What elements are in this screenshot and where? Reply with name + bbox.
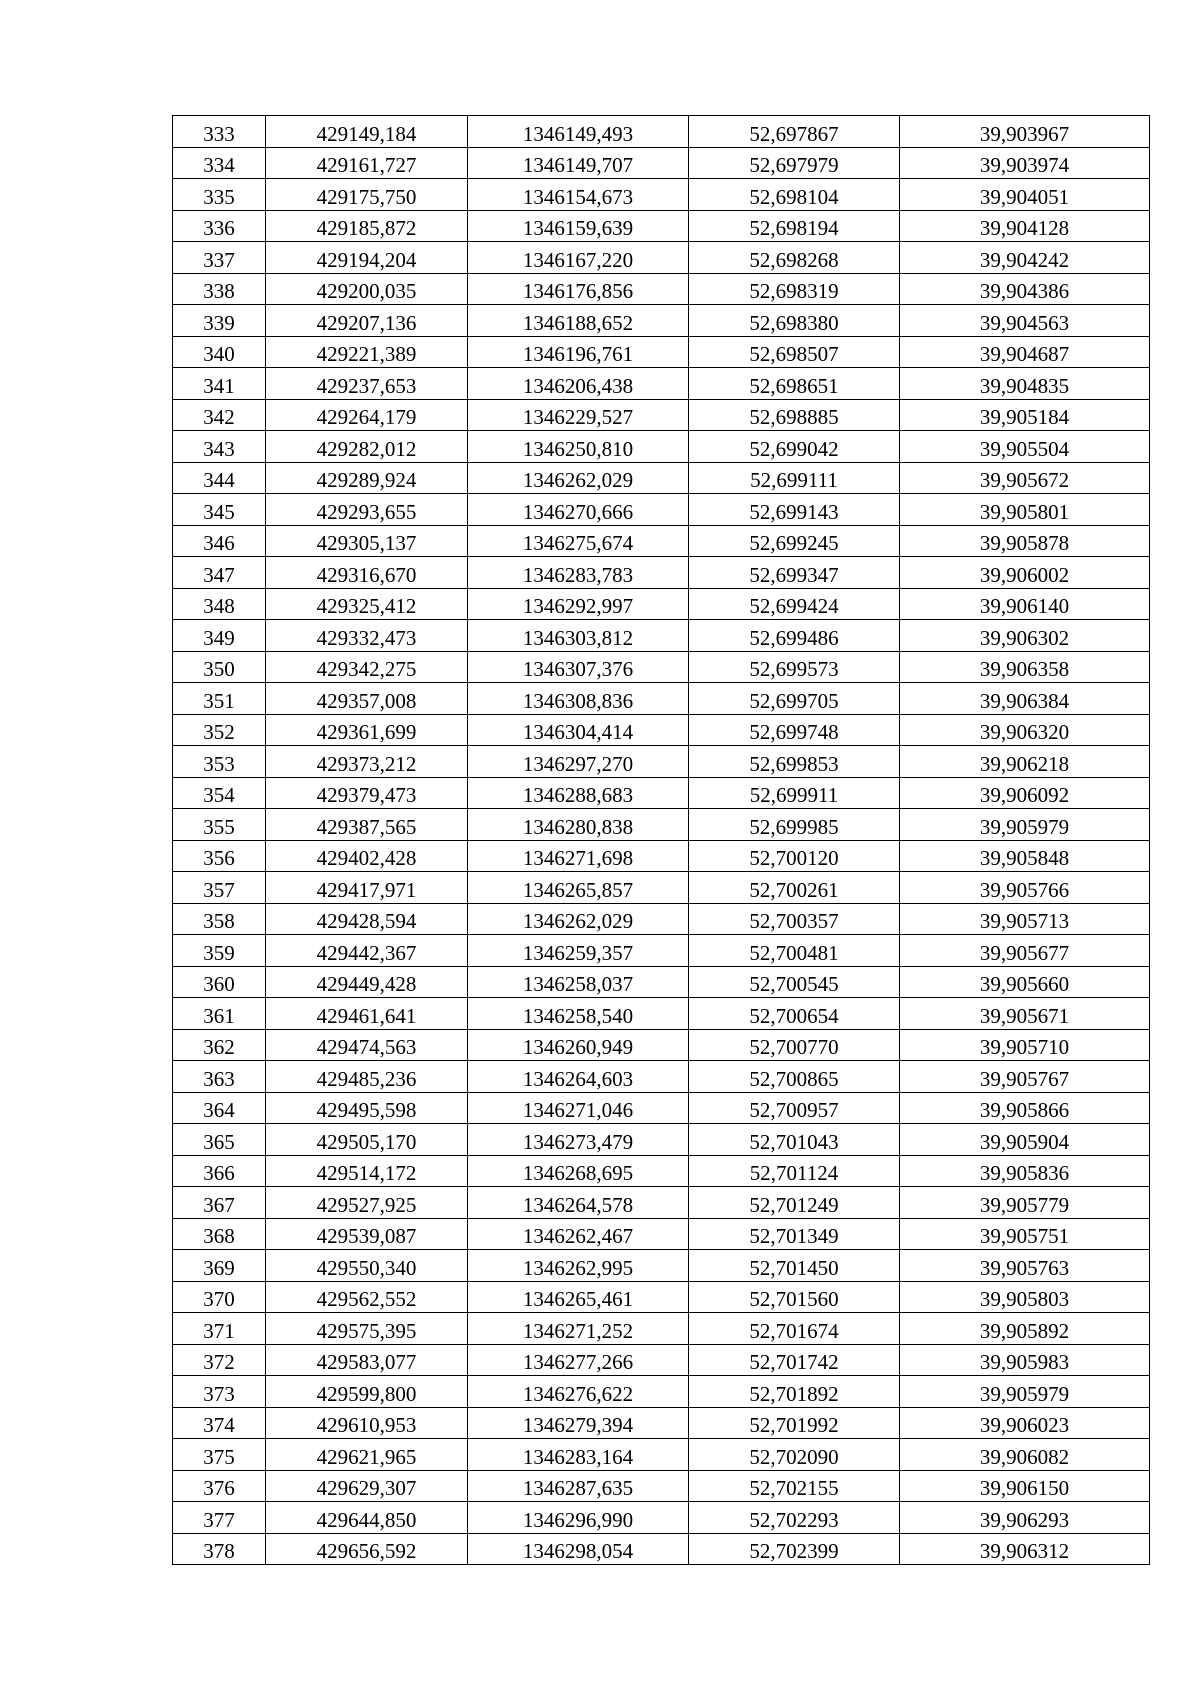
point-number-cell: 373 (173, 1376, 266, 1408)
coord-y-cell: 1346292,997 (468, 588, 689, 620)
latitude-cell: 52,699985 (689, 809, 900, 841)
latitude-cell: 52,701674 (689, 1313, 900, 1345)
latitude-cell: 52,700545 (689, 966, 900, 998)
coord-x-cell: 429629,307 (266, 1470, 468, 1502)
latitude-cell: 52,699143 (689, 494, 900, 526)
table-row (173, 1502, 1150, 1534)
table-row (173, 525, 1150, 557)
table-row (173, 903, 1150, 935)
latitude-cell: 52,699748 (689, 714, 900, 746)
table-row (173, 147, 1150, 179)
table-row (173, 242, 1150, 274)
coord-x-cell: 429527,925 (266, 1187, 468, 1219)
point-number-cell: 333 (173, 116, 266, 148)
table-row (173, 588, 1150, 620)
table-row (173, 1344, 1150, 1376)
coord-y-cell: 1346277,266 (468, 1344, 689, 1376)
table-row (173, 620, 1150, 652)
point-number-cell: 340 (173, 336, 266, 368)
longitude-cell: 39,905504 (900, 431, 1150, 463)
coord-y-cell: 1346275,674 (468, 525, 689, 557)
coord-y-cell: 1346265,857 (468, 872, 689, 904)
latitude-cell: 52,701560 (689, 1281, 900, 1313)
longitude-cell: 39,905713 (900, 903, 1150, 935)
latitude-cell: 52,700261 (689, 872, 900, 904)
longitude-cell: 39,905892 (900, 1313, 1150, 1345)
coord-x-cell: 429495,598 (266, 1092, 468, 1124)
point-number-cell: 352 (173, 714, 266, 746)
longitude-cell: 39,905672 (900, 462, 1150, 494)
coord-x-cell: 429417,971 (266, 872, 468, 904)
latitude-cell: 52,702155 (689, 1470, 900, 1502)
point-number-cell: 347 (173, 557, 266, 589)
table-row (173, 1029, 1150, 1061)
latitude-cell: 52,701992 (689, 1407, 900, 1439)
coord-y-cell: 1346307,376 (468, 651, 689, 683)
latitude-cell: 52,700357 (689, 903, 900, 935)
latitude-cell: 52,699573 (689, 651, 900, 683)
longitude-cell: 39,906302 (900, 620, 1150, 652)
table-row (173, 809, 1150, 841)
longitude-cell: 39,904386 (900, 273, 1150, 305)
longitude-cell: 39,905779 (900, 1187, 1150, 1219)
coord-x-cell: 429373,212 (266, 746, 468, 778)
latitude-cell: 52,701742 (689, 1344, 900, 1376)
longitude-cell: 39,905671 (900, 998, 1150, 1030)
longitude-cell: 39,905866 (900, 1092, 1150, 1124)
coord-x-cell: 429428,594 (266, 903, 468, 935)
coord-y-cell: 1346271,252 (468, 1313, 689, 1345)
coord-x-cell: 429289,924 (266, 462, 468, 494)
longitude-cell: 39,903967 (900, 116, 1150, 148)
longitude-cell: 39,906140 (900, 588, 1150, 620)
point-number-cell: 355 (173, 809, 266, 841)
longitude-cell: 39,906082 (900, 1439, 1150, 1471)
point-number-cell: 351 (173, 683, 266, 715)
coord-y-cell: 1346250,810 (468, 431, 689, 463)
coord-y-cell: 1346262,029 (468, 903, 689, 935)
coord-x-cell: 429207,136 (266, 305, 468, 337)
latitude-cell: 52,700957 (689, 1092, 900, 1124)
coord-y-cell: 1346196,761 (468, 336, 689, 368)
coord-x-cell: 429342,275 (266, 651, 468, 683)
table-row (173, 966, 1150, 998)
point-number-cell: 336 (173, 210, 266, 242)
coord-y-cell: 1346268,695 (468, 1155, 689, 1187)
table-row (173, 210, 1150, 242)
coord-y-cell: 1346176,856 (468, 273, 689, 305)
coord-x-cell: 429449,428 (266, 966, 468, 998)
point-number-cell: 361 (173, 998, 266, 1030)
table-row (173, 179, 1150, 211)
coord-y-cell: 1346283,783 (468, 557, 689, 589)
longitude-cell: 39,906023 (900, 1407, 1150, 1439)
latitude-cell: 52,701043 (689, 1124, 900, 1156)
coord-x-cell: 429610,953 (266, 1407, 468, 1439)
point-number-cell: 365 (173, 1124, 266, 1156)
coord-y-cell: 1346280,838 (468, 809, 689, 841)
table-row (173, 494, 1150, 526)
coord-y-cell: 1346271,046 (468, 1092, 689, 1124)
coord-x-cell: 429316,670 (266, 557, 468, 589)
coord-y-cell: 1346167,220 (468, 242, 689, 274)
coordinates-table-body (173, 116, 1150, 1565)
point-number-cell: 371 (173, 1313, 266, 1345)
longitude-cell: 39,906384 (900, 683, 1150, 715)
latitude-cell: 52,700120 (689, 840, 900, 872)
coord-y-cell: 1346264,578 (468, 1187, 689, 1219)
coord-y-cell: 1346259,357 (468, 935, 689, 967)
table-row (173, 1313, 1150, 1345)
table-row (173, 746, 1150, 778)
latitude-cell: 52,698104 (689, 179, 900, 211)
latitude-cell: 52,698194 (689, 210, 900, 242)
table-row (173, 368, 1150, 400)
longitude-cell: 39,906092 (900, 777, 1150, 809)
coord-x-cell: 429379,473 (266, 777, 468, 809)
longitude-cell: 39,905904 (900, 1124, 1150, 1156)
coord-x-cell: 429644,850 (266, 1502, 468, 1534)
coord-y-cell: 1346265,461 (468, 1281, 689, 1313)
table-row (173, 273, 1150, 305)
point-number-cell: 362 (173, 1029, 266, 1061)
table-row (173, 1218, 1150, 1250)
table-row (173, 462, 1150, 494)
table-row (173, 305, 1150, 337)
point-number-cell: 354 (173, 777, 266, 809)
longitude-cell: 39,906150 (900, 1470, 1150, 1502)
coord-x-cell: 429562,552 (266, 1281, 468, 1313)
latitude-cell: 52,700865 (689, 1061, 900, 1093)
table-row (173, 1439, 1150, 1471)
table-row (173, 840, 1150, 872)
coord-x-cell: 429185,872 (266, 210, 468, 242)
latitude-cell: 52,698651 (689, 368, 900, 400)
table-row (173, 872, 1150, 904)
table-row (173, 336, 1150, 368)
point-number-cell: 368 (173, 1218, 266, 1250)
longitude-cell: 39,906312 (900, 1533, 1150, 1565)
point-number-cell: 343 (173, 431, 266, 463)
coord-y-cell: 1346149,493 (468, 116, 689, 148)
table-row (173, 1187, 1150, 1219)
point-number-cell: 338 (173, 273, 266, 305)
coord-x-cell: 429221,389 (266, 336, 468, 368)
longitude-cell: 39,904563 (900, 305, 1150, 337)
table-row (173, 651, 1150, 683)
coord-x-cell: 429442,367 (266, 935, 468, 967)
coord-x-cell: 429264,179 (266, 399, 468, 431)
coord-y-cell: 1346287,635 (468, 1470, 689, 1502)
longitude-cell: 39,905848 (900, 840, 1150, 872)
point-number-cell: 335 (173, 179, 266, 211)
point-number-cell: 358 (173, 903, 266, 935)
coord-y-cell: 1346229,527 (468, 399, 689, 431)
latitude-cell: 52,698507 (689, 336, 900, 368)
coord-x-cell: 429402,428 (266, 840, 468, 872)
coord-y-cell: 1346206,438 (468, 368, 689, 400)
coord-y-cell: 1346188,652 (468, 305, 689, 337)
point-number-cell: 364 (173, 1092, 266, 1124)
point-number-cell: 367 (173, 1187, 266, 1219)
point-number-cell: 356 (173, 840, 266, 872)
point-number-cell: 374 (173, 1407, 266, 1439)
longitude-cell: 39,906002 (900, 557, 1150, 589)
table-row (173, 116, 1150, 148)
latitude-cell: 52,701450 (689, 1250, 900, 1282)
latitude-cell: 52,699911 (689, 777, 900, 809)
coord-y-cell: 1346273,479 (468, 1124, 689, 1156)
point-number-cell: 376 (173, 1470, 266, 1502)
latitude-cell: 52,698319 (689, 273, 900, 305)
longitude-cell: 39,905751 (900, 1218, 1150, 1250)
latitude-cell: 52,702090 (689, 1439, 900, 1471)
latitude-cell: 52,702399 (689, 1533, 900, 1565)
point-number-cell: 344 (173, 462, 266, 494)
latitude-cell: 52,700770 (689, 1029, 900, 1061)
coord-x-cell: 429194,204 (266, 242, 468, 274)
longitude-cell: 39,905878 (900, 525, 1150, 557)
latitude-cell: 52,699111 (689, 462, 900, 494)
longitude-cell: 39,905979 (900, 809, 1150, 841)
longitude-cell: 39,905677 (900, 935, 1150, 967)
table-row (173, 683, 1150, 715)
table-row (173, 1155, 1150, 1187)
point-number-cell: 378 (173, 1533, 266, 1565)
coord-x-cell: 429461,641 (266, 998, 468, 1030)
longitude-cell: 39,905184 (900, 399, 1150, 431)
latitude-cell: 52,698268 (689, 242, 900, 274)
coord-y-cell: 1346296,990 (468, 1502, 689, 1534)
point-number-cell: 360 (173, 966, 266, 998)
coord-y-cell: 1346271,698 (468, 840, 689, 872)
coord-x-cell: 429387,565 (266, 809, 468, 841)
table-row (173, 1061, 1150, 1093)
coord-x-cell: 429332,473 (266, 620, 468, 652)
table-row (173, 1092, 1150, 1124)
point-number-cell: 345 (173, 494, 266, 526)
table-row (173, 1470, 1150, 1502)
longitude-cell: 39,904051 (900, 179, 1150, 211)
point-number-cell: 337 (173, 242, 266, 274)
latitude-cell: 52,699347 (689, 557, 900, 589)
coord-y-cell: 1346270,666 (468, 494, 689, 526)
table-row (173, 998, 1150, 1030)
longitude-cell: 39,904242 (900, 242, 1150, 274)
longitude-cell: 39,906358 (900, 651, 1150, 683)
point-number-cell: 348 (173, 588, 266, 620)
coord-y-cell: 1346283,164 (468, 1439, 689, 1471)
table-row (173, 1407, 1150, 1439)
coord-x-cell: 429550,340 (266, 1250, 468, 1282)
point-number-cell: 369 (173, 1250, 266, 1282)
latitude-cell: 52,700654 (689, 998, 900, 1030)
latitude-cell: 52,701249 (689, 1187, 900, 1219)
point-number-cell: 377 (173, 1502, 266, 1534)
longitude-cell: 39,905979 (900, 1376, 1150, 1408)
coord-y-cell: 1346298,054 (468, 1533, 689, 1565)
point-number-cell: 359 (173, 935, 266, 967)
latitude-cell: 52,698885 (689, 399, 900, 431)
coord-y-cell: 1346149,707 (468, 147, 689, 179)
latitude-cell: 52,699245 (689, 525, 900, 557)
coord-x-cell: 429485,236 (266, 1061, 468, 1093)
coord-x-cell: 429200,035 (266, 273, 468, 305)
point-number-cell: 346 (173, 525, 266, 557)
point-number-cell: 334 (173, 147, 266, 179)
longitude-cell: 39,905660 (900, 966, 1150, 998)
point-number-cell: 350 (173, 651, 266, 683)
coord-x-cell: 429161,727 (266, 147, 468, 179)
table-row (173, 557, 1150, 589)
longitude-cell: 39,905710 (900, 1029, 1150, 1061)
latitude-cell: 52,697979 (689, 147, 900, 179)
coord-x-cell: 429599,800 (266, 1376, 468, 1408)
coord-x-cell: 429656,592 (266, 1533, 468, 1565)
latitude-cell: 52,699486 (689, 620, 900, 652)
table-row (173, 1281, 1150, 1313)
longitude-cell: 39,905767 (900, 1061, 1150, 1093)
table-row (173, 714, 1150, 746)
table-row (173, 431, 1150, 463)
latitude-cell: 52,699042 (689, 431, 900, 463)
latitude-cell: 52,701892 (689, 1376, 900, 1408)
latitude-cell: 52,700481 (689, 935, 900, 967)
point-number-cell: 375 (173, 1439, 266, 1471)
coord-y-cell: 1346260,949 (468, 1029, 689, 1061)
coord-x-cell: 429505,170 (266, 1124, 468, 1156)
latitude-cell: 52,699705 (689, 683, 900, 715)
table-row (173, 777, 1150, 809)
latitude-cell: 52,699424 (689, 588, 900, 620)
longitude-cell: 39,904835 (900, 368, 1150, 400)
coord-x-cell: 429621,965 (266, 1439, 468, 1471)
coord-y-cell: 1346262,029 (468, 462, 689, 494)
longitude-cell: 39,905836 (900, 1155, 1150, 1187)
table-row (173, 1376, 1150, 1408)
coord-x-cell: 429357,008 (266, 683, 468, 715)
longitude-cell: 39,905803 (900, 1281, 1150, 1313)
longitude-cell: 39,904128 (900, 210, 1150, 242)
point-number-cell: 339 (173, 305, 266, 337)
coord-y-cell: 1346288,683 (468, 777, 689, 809)
coord-y-cell: 1346304,414 (468, 714, 689, 746)
coord-x-cell: 429361,699 (266, 714, 468, 746)
coord-x-cell: 429474,563 (266, 1029, 468, 1061)
latitude-cell: 52,698380 (689, 305, 900, 337)
longitude-cell: 39,903974 (900, 147, 1150, 179)
coord-x-cell: 429293,655 (266, 494, 468, 526)
coord-y-cell: 1346258,037 (468, 966, 689, 998)
longitude-cell: 39,904687 (900, 336, 1150, 368)
coord-x-cell: 429325,412 (266, 588, 468, 620)
point-number-cell: 341 (173, 368, 266, 400)
table-row (173, 399, 1150, 431)
latitude-cell: 52,699853 (689, 746, 900, 778)
coord-y-cell: 1346297,270 (468, 746, 689, 778)
point-number-cell: 357 (173, 872, 266, 904)
coord-y-cell: 1346262,467 (468, 1218, 689, 1250)
coord-y-cell: 1346258,540 (468, 998, 689, 1030)
point-number-cell: 366 (173, 1155, 266, 1187)
coord-x-cell: 429539,087 (266, 1218, 468, 1250)
latitude-cell: 52,702293 (689, 1502, 900, 1534)
longitude-cell: 39,906293 (900, 1502, 1150, 1534)
coord-x-cell: 429175,750 (266, 179, 468, 211)
coord-x-cell: 429575,395 (266, 1313, 468, 1345)
coord-x-cell: 429514,172 (266, 1155, 468, 1187)
point-number-cell: 353 (173, 746, 266, 778)
table-row (173, 1250, 1150, 1282)
point-number-cell: 372 (173, 1344, 266, 1376)
coord-y-cell: 1346262,995 (468, 1250, 689, 1282)
coord-x-cell: 429282,012 (266, 431, 468, 463)
longitude-cell: 39,905983 (900, 1344, 1150, 1376)
latitude-cell: 52,701124 (689, 1155, 900, 1187)
table-row (173, 935, 1150, 967)
coord-y-cell: 1346308,836 (468, 683, 689, 715)
coord-y-cell: 1346264,603 (468, 1061, 689, 1093)
longitude-cell: 39,905766 (900, 872, 1150, 904)
coord-y-cell: 1346154,673 (468, 179, 689, 211)
table-row (173, 1124, 1150, 1156)
coord-x-cell: 429149,184 (266, 116, 468, 148)
coord-y-cell: 1346276,622 (468, 1376, 689, 1408)
coordinates-table (172, 115, 1150, 1565)
coord-x-cell: 429237,653 (266, 368, 468, 400)
coord-y-cell: 1346159,639 (468, 210, 689, 242)
coord-y-cell: 1346279,394 (468, 1407, 689, 1439)
longitude-cell: 39,905763 (900, 1250, 1150, 1282)
coord-x-cell: 429583,077 (266, 1344, 468, 1376)
point-number-cell: 349 (173, 620, 266, 652)
longitude-cell: 39,905801 (900, 494, 1150, 526)
latitude-cell: 52,697867 (689, 116, 900, 148)
point-number-cell: 370 (173, 1281, 266, 1313)
longitude-cell: 39,906320 (900, 714, 1150, 746)
longitude-cell: 39,906218 (900, 746, 1150, 778)
coord-x-cell: 429305,137 (266, 525, 468, 557)
point-number-cell: 342 (173, 399, 266, 431)
latitude-cell: 52,701349 (689, 1218, 900, 1250)
table-row (173, 1533, 1150, 1565)
point-number-cell: 363 (173, 1061, 266, 1093)
coord-y-cell: 1346303,812 (468, 620, 689, 652)
